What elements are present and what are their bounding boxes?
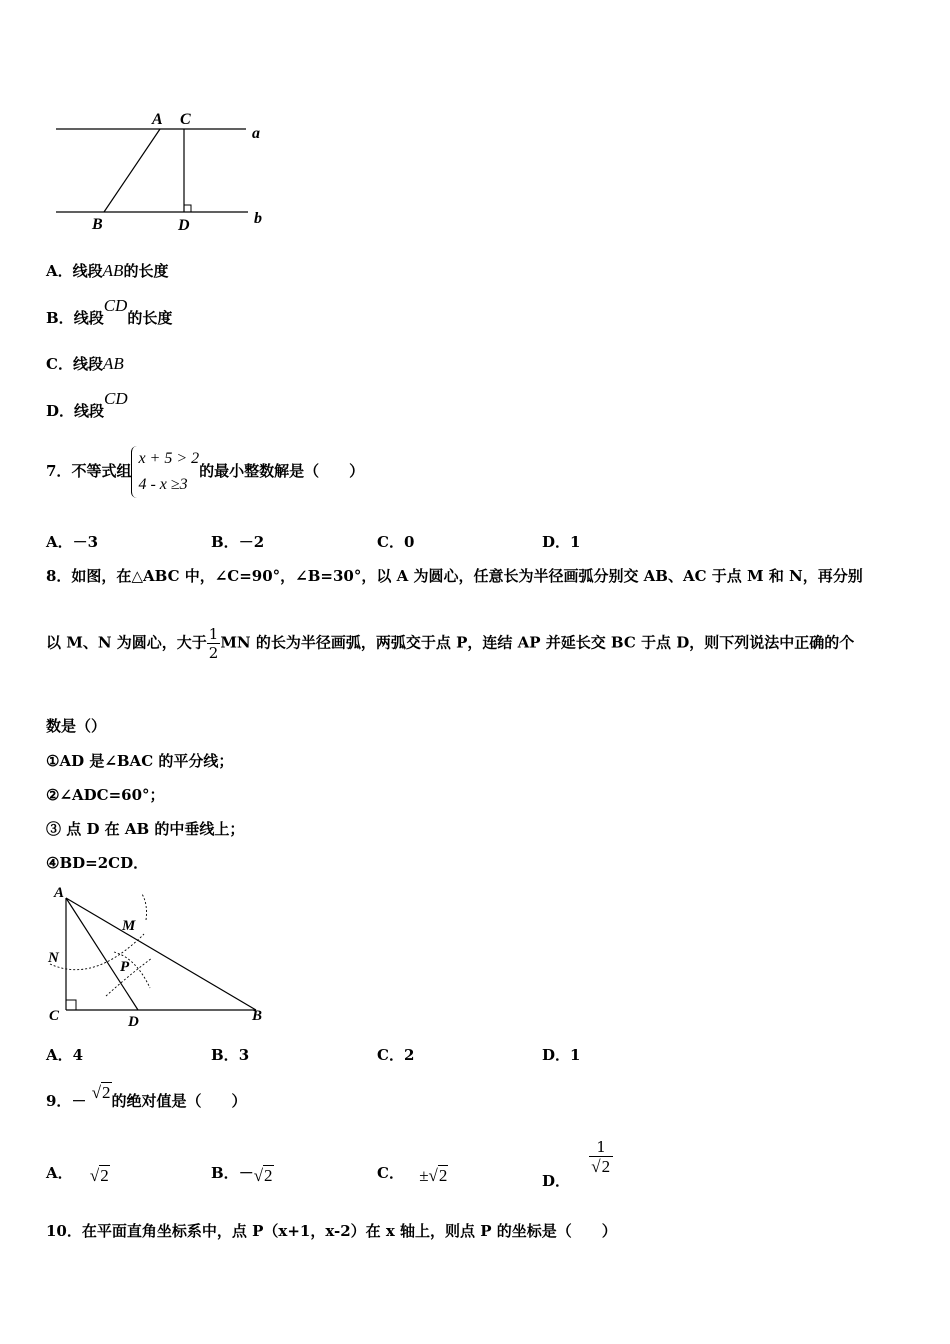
label-D: D: [128, 1014, 139, 1030]
label-M: M: [122, 918, 136, 934]
q8-line2: 以 M、N 为圆心，大于 $\frac{1}{2}$ MN 的长为半径画弧，两弧交于点 P，连结 AP 并延长交 BC 于点 D，则下列说法中正确的个: [46, 625, 855, 662]
q8-option-d[interactable]: D．1: [542, 1046, 581, 1064]
q9-option-a[interactable]: A． √2: [46, 1164, 109, 1185]
q8-line1: 8．如图，在△ABC 中，∠C=90°，∠B=30°，以 A 为圆心，任意长为半径画弧分别交 AB、AC 于点 M 和 N，再分别: [46, 567, 863, 585]
q7-stem: 7．不等式组x + 5 > 2 4 - x ≥3的最小整数解是（ ）: [46, 446, 364, 498]
q6-option-d[interactable]: D．线段CD: [46, 389, 128, 420]
sqrt-expression: √2: [91, 1083, 111, 1102]
q8-statement-2: ②∠ADC=60°；: [46, 786, 165, 804]
q8-option-b[interactable]: B．3: [211, 1046, 250, 1064]
q7-option-d[interactable]: D．1: [542, 533, 581, 551]
triangle-construction-figure: [44, 880, 274, 1030]
q8-option-a[interactable]: A．4: [46, 1046, 84, 1064]
q8-statement-3: ③ 点 D 在 AB 的中垂线上；: [46, 820, 245, 838]
label-P: P: [120, 959, 130, 975]
q7-option-b[interactable]: B．－2: [211, 533, 265, 551]
q8-statement-4: ④BD=2CD．: [46, 854, 149, 872]
label-C: C: [180, 111, 191, 128]
q9-option-c[interactable]: C． ±√2: [377, 1164, 448, 1185]
label-B: B: [92, 216, 103, 233]
q8-line3: 数是（）: [46, 717, 107, 735]
label-D: D: [178, 217, 190, 234]
label-A: A: [54, 885, 65, 901]
parallel-lines-figure: [50, 105, 280, 235]
label-A: A: [152, 111, 163, 128]
label-B: B: [252, 1008, 263, 1024]
label-b: b: [254, 210, 262, 227]
label-a: a: [252, 125, 260, 142]
q8-option-c[interactable]: C．2: [377, 1046, 415, 1064]
q9-option-d[interactable]: D． $\frac{1}{√2}$: [542, 1138, 613, 1177]
q6-option-b[interactable]: B．线段CD的长度: [46, 296, 173, 327]
label-N: N: [48, 950, 59, 966]
fraction-one-half: $\frac{1}{2}$: [208, 625, 219, 662]
q6-option-c[interactable]: C．线段AB: [46, 354, 124, 373]
label-C: C: [49, 1008, 60, 1024]
q8-statement-1: ①AD 是∠BAC 的平分线；: [46, 752, 234, 770]
q10-stem: 10．在平面直角坐标系中，点 P（x+1，x-2）在 x 轴上，则点 P 的坐标是（ ）: [46, 1222, 617, 1240]
q9-option-b[interactable]: B．－√2: [211, 1164, 273, 1185]
q7-option-a[interactable]: A．－3: [46, 533, 99, 551]
q9-stem: 9．－ √2的绝对值是（ ）: [46, 1083, 247, 1110]
inequality-system: x + 5 > 2 4 - x ≥3: [131, 446, 199, 498]
q7-option-c[interactable]: C．0: [377, 533, 415, 551]
q6-option-a[interactable]: A．线段AB的长度: [46, 261, 169, 280]
